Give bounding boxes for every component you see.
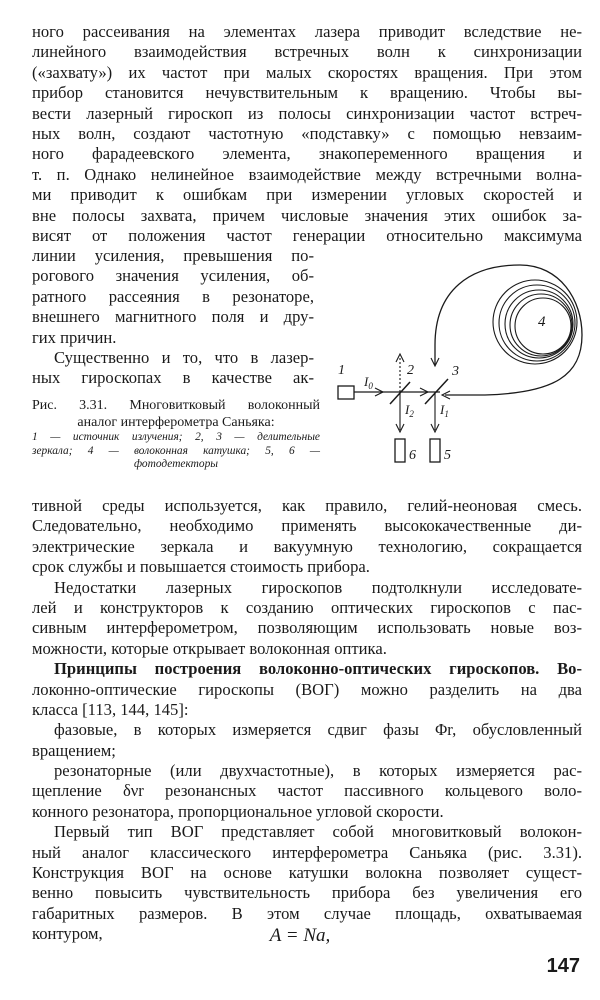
text-line: класса [113, 144, 145]: [32, 699, 189, 719]
text-line: лей и конструкторов к созданию оптических гироскопов с пас- [32, 597, 582, 617]
label-det-5: 5 [444, 448, 451, 463]
text-line: линии усиления, превышения по- [32, 246, 314, 265]
text-line: ратного рассеяния в резонаторе, [32, 286, 314, 306]
text-line: габаритных размеров. В этом случае площадь, охватываемая [32, 903, 582, 923]
text-line: ный аналог классического интерферометра Саньяка (рис. 3.31). [32, 842, 582, 862]
text-line: внешнего магнитного поля и дру- [32, 307, 314, 327]
formula: A = Na, [269, 925, 331, 946]
text-line: щепление δνr резонансных частот пассивного кольцевого воло- [32, 781, 582, 801]
text-line: Первый тип ВОГ представляет собой многовитковый волокон- [54, 822, 582, 842]
text-line: конного резонатора, пропорциональное угловой скорости. [32, 801, 444, 821]
caption-legend: 1 — источник излучения; 2, 3 — делительные [32, 431, 320, 443]
text-line: гих причин. [32, 327, 117, 347]
fiber-coil [493, 280, 577, 364]
label-i1: $I_1$ [440, 402, 449, 419]
label-mirror-3: 3 [452, 364, 459, 379]
text-line: вести лазерный гироскоп из полосы синхронизации частот встреч- [32, 103, 582, 123]
text-line: рогового значения усиления, об- [32, 266, 314, 286]
photodetector-6 [395, 439, 405, 462]
figure-caption [32, 397, 320, 472]
text-line: резонаторные (или двухчастотные), в которых измеряется рас- [54, 761, 582, 781]
text-line: Существенно и то, что в лазер- [54, 347, 314, 367]
text-line: Недостатки лазерных гироскопов подтолкнули исследовате- [54, 577, 582, 597]
text-line: висят от положения частот генерации относительно максимума [32, 225, 582, 245]
label-source: 1 [338, 363, 345, 378]
bottom-text [32, 496, 582, 945]
text-line: ного рассеивания на элементах лазера приводит вследствие не- [32, 22, 582, 41]
text-line: фазовые, в которых измеряется сдвиг фазы Φr, обусловленный [54, 720, 582, 740]
text-line: сивным интерферометром, позволяющим использовать новые воз- [32, 618, 582, 638]
label-i0: $I_0$ [364, 374, 373, 391]
text-line: прибор становится нечувствительным к вращению. Чтобы вы- [32, 83, 582, 103]
text-line: ных волн, создают частотную «подставку» с помощью невзаим- [32, 123, 582, 143]
label-mirror-2: 2 [407, 363, 414, 378]
top-paragraph [32, 22, 582, 246]
text-line: вне полосы захвата, причем числовые значения этих ошибок за- [32, 205, 582, 225]
label-i2: $I_2$ [405, 402, 414, 419]
caption-title: аналог интерферометра Саньяка: [77, 415, 275, 430]
section-heading-line: Принципы построения волоконно-оптических гироскопов. Во- [54, 659, 582, 679]
text-line: срок службы и повышается стоимость прибора. [32, 557, 370, 577]
light-source [338, 386, 354, 399]
text-line: венно повысить чувствительность прибора без увеличения его [32, 883, 582, 903]
text-line: ного фарадеевского элемента, знакопеременного вращения и [32, 144, 582, 164]
sagnac-interferometer-diagram [320, 240, 590, 490]
text-line: ми приводит к ошибкам при измерении угловых скоростей и [32, 185, 582, 205]
page-number: 147 [546, 955, 580, 977]
caption-legend: фотодетекторы [134, 458, 218, 470]
caption-legend: зеркала; 4 — волоконная катушка; 5, 6 — [32, 444, 320, 457]
text-line: т. п. Однако нелинейное взаимодействие между встречными волна- [32, 164, 582, 184]
text-line: ных гироскопах в качестве ак- [32, 368, 314, 388]
text-line: Следовательно, необходимо применять высококачественные ди- [32, 516, 582, 536]
text-line: Конструкция ВОГ на основе катушки волокна позволяет сущест- [32, 863, 582, 883]
text-line: локонно-оптические гироскопы (ВОГ) можно разделить на два [32, 679, 582, 699]
caption-title: Рис. 3.31. Многовитковый волоконный [32, 398, 320, 413]
text-line: электрические зеркала и вакуумную технологию, сокращается [32, 536, 582, 556]
text-line: линейного взаимодействия встречных волн к синхронизации [32, 42, 582, 62]
label-coil: 4 [538, 314, 546, 330]
text-line: тивной среды используется, как правило, гелий-неоновая смесь. [32, 496, 582, 515]
text-line: вращением; [32, 740, 116, 760]
text-line: можности, которые открывает волоконная оптика. [32, 638, 387, 658]
text-line: («захвату») их частот при малых скоростях вращения. При этом [32, 62, 582, 82]
label-det-6: 6 [409, 448, 416, 463]
text-line: контуром, [32, 924, 103, 944]
photodetector-5 [430, 439, 440, 462]
wrap-paragraph [32, 246, 314, 389]
